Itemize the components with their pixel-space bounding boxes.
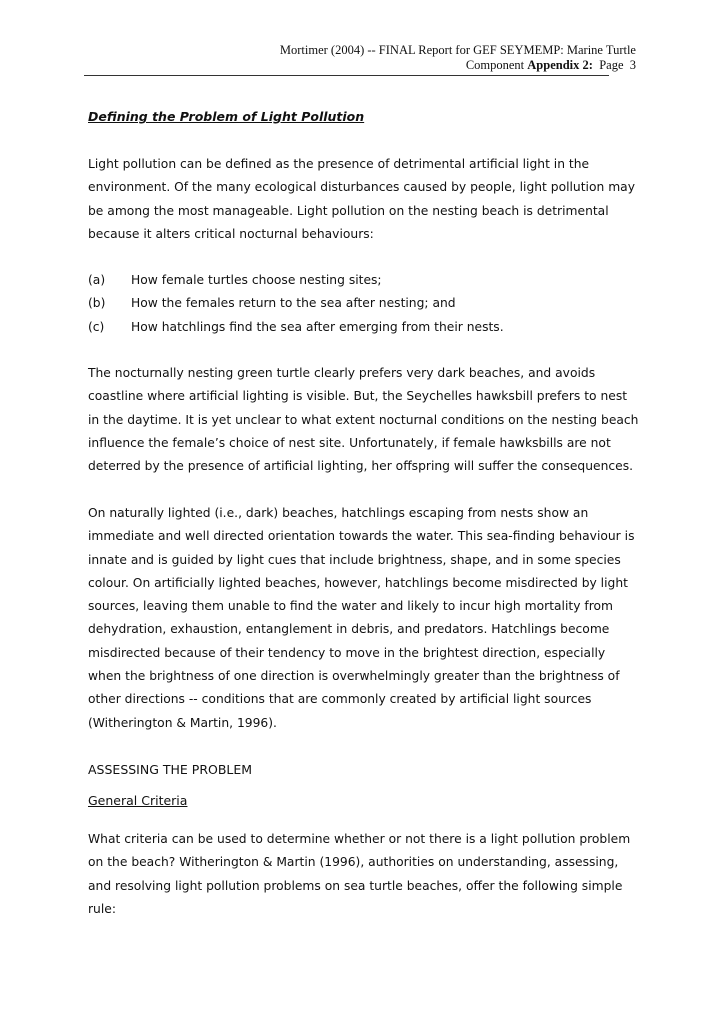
header-rule	[84, 75, 609, 76]
section-title: Defining the Problem of Light Pollution	[88, 109, 365, 124]
list-item-text: How hatchlings find the sea after emerging from their nests.	[131, 320, 504, 334]
section-heading: ASSESSING THE PROBLEM	[88, 762, 253, 777]
running-header	[280, 43, 636, 73]
header-appendix-label: Appendix 2:	[527, 58, 593, 72]
list-item-label: (a)	[88, 273, 106, 287]
header-line-1: Mortimer (2004) -- FINAL Report for GEF SEYMEMP: Marine Turtle	[279, 43, 636, 57]
list-item-text: How the females return to the sea after nesting; and	[131, 296, 456, 310]
paragraph-3: On naturally lighted (i.e., dark) beaches, hatchlings escaping from nests show an immediate and well directed orientation towards the water. This sea-finding behaviour is innate and is guided by light cues that include brightness, shape, and in some species colour. On artificially lighted beaches, however, hatchlings become misdirected by light sources, leaving them unable to find the water and likely to incur high mortality from dehydration, exhaustion, entanglement in debris, and predators. Hatchlings become misdirected because of their tendency to move in the brightest direction, especially when the brightness of one direction is overwhelmingly greater than the brightness of other directions -- conditions that are commonly created by artificial light sources (Witherington & Martin, 1996).	[88, 506, 635, 730]
list-item-label: (b)	[88, 296, 106, 310]
header-line-2	[280, 58, 636, 73]
list-item-text: How female turtles choose nesting sites;	[131, 273, 382, 287]
subheading: General Criteria	[88, 793, 188, 808]
list-item-label: (c)	[88, 320, 105, 334]
paragraph-2: The nocturnally nesting green turtle clearly prefers very dark beaches, and avoids coastline where artificial lighting is visible. But, the Seychelles hawksbill prefers to nest in the daytime. It is yet unclear to what extent nocturnal conditions on the nesting beach influence the female’s choice of nest site. Unfortunately, if female hawksbills are not deterred by the presence of artificial lighting, her offspring will suffer the consequences.	[88, 366, 639, 474]
header-line-2-prefix: Component	[465, 58, 528, 72]
header-page-number: Page 3	[592, 58, 636, 72]
paragraph-1: Light pollution can be defined as the presence of detrimental artificial light in the environment. Of the many ecological disturbances caused by people, light pollution may be among the most manageable. Light pollution on the nesting beach is detrimental because it alters critical nocturnal behaviours:	[88, 157, 635, 241]
paragraph-4: What criteria can be used to determine whether or not there is a light pollution problem on the beach? Witherington & Martin (1996), authorities on understanding, assessing, and resolving light pollution problems on sea turtle beaches, offer the following simple rule:	[88, 832, 631, 916]
